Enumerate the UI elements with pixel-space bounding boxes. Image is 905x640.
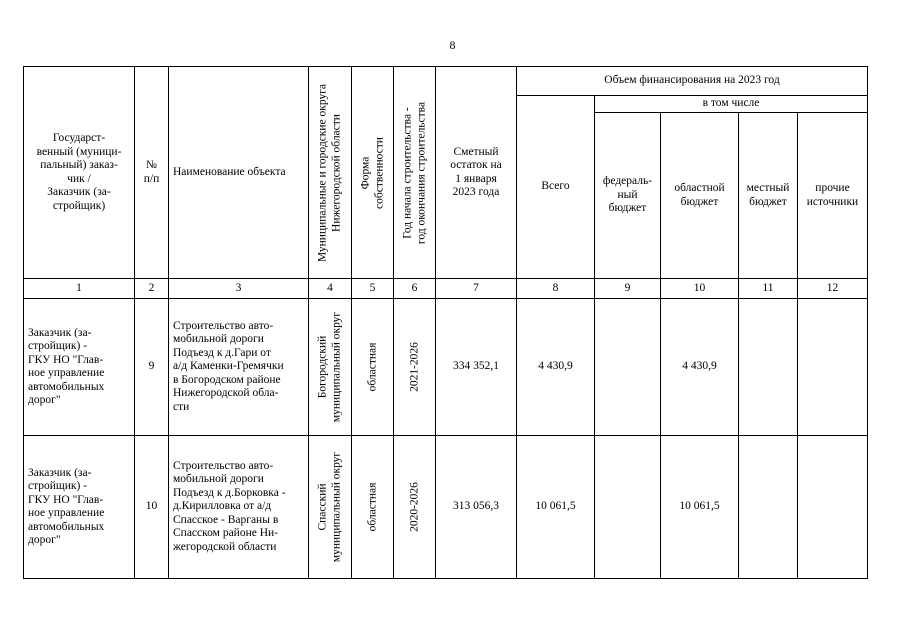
cell-total: 10 061,5 — [517, 436, 595, 579]
column-number: 9 — [595, 279, 661, 299]
cell-district: Богородский муниципальный округ — [309, 299, 352, 436]
header-years: Год начала строительства - год окончания строительства — [394, 67, 436, 279]
cell-customer: Заказчик (за- стройщик) - ГКУ НО "Глав- ное управление автомобильных дорог" — [24, 436, 135, 579]
header-total: Всего — [517, 96, 595, 279]
cell-ownership: областная — [352, 436, 394, 579]
cell-number: 9 — [135, 299, 169, 436]
header-local: местный бюджет — [739, 113, 798, 279]
cell-customer: Заказчик (за- стройщик) - ГКУ НО "Глав- ное управление автомобильных дорог" — [24, 299, 135, 436]
cell-number: 10 — [135, 436, 169, 579]
column-number: 5 — [352, 279, 394, 299]
column-number: 2 — [135, 279, 169, 299]
column-number: 4 — [309, 279, 352, 299]
header-regional: областной бюджет — [661, 113, 739, 279]
column-number: 8 — [517, 279, 595, 299]
header-customer: Государст- венный (муници- пальный) заказ- чик / Заказчик (за- стройщик) — [24, 67, 135, 279]
header-financing: Объем финансирования на 2023 год — [517, 67, 868, 96]
header-including: в том числе — [595, 96, 868, 113]
header-number: № п/п — [135, 67, 169, 279]
header-district: Муниципальные и городские округа Нижегородской области — [309, 67, 352, 279]
cell-remainder: 334 352,1 — [436, 299, 517, 436]
column-number: 11 — [739, 279, 798, 299]
header-federal: федераль- ный бюджет — [595, 113, 661, 279]
header-ownership: Форма собственности — [352, 67, 394, 279]
column-number: 10 — [661, 279, 739, 299]
financing-table — [23, 66, 868, 579]
column-number: 6 — [394, 279, 436, 299]
cell-years: 2021-2026 — [394, 299, 436, 436]
cell-other — [798, 299, 868, 436]
cell-local — [739, 299, 798, 436]
cell-ownership: областная — [352, 299, 394, 436]
header-remainder: Сметный остаток на 1 января 2023 года — [436, 67, 517, 279]
page-number: 8 — [449, 38, 456, 52]
header-object-name: Наименование объекта — [169, 67, 309, 279]
cell-object: Строительство авто- мобильной дороги Подъезд к д.Гари от а/д Каменки-Гремячки в Богородском районе Нижегородской обла- сти — [169, 299, 309, 436]
column-number: 7 — [436, 279, 517, 299]
cell-regional: 10 061,5 — [661, 436, 739, 579]
cell-district: Спасский муниципальный округ — [309, 436, 352, 579]
cell-local — [739, 436, 798, 579]
cell-federal — [595, 436, 661, 579]
cell-object: Строительство авто- мобильной дороги Подъезд к д.Борковка - д.Кирилловка от а/д Спасское - Варганы в Спасском районе Ни- жегородской области — [169, 436, 309, 579]
cell-regional: 4 430,9 — [661, 299, 739, 436]
table-row — [24, 299, 868, 436]
table-row — [24, 436, 868, 579]
cell-years: 2020-2026 — [394, 436, 436, 579]
column-number: 3 — [169, 279, 309, 299]
column-number: 1 — [24, 279, 135, 299]
cell-total: 4 430,9 — [517, 299, 595, 436]
column-number: 12 — [798, 279, 868, 299]
cell-other — [798, 436, 868, 579]
header-other: прочие источники — [798, 113, 868, 279]
cell-remainder: 313 056,3 — [436, 436, 517, 579]
cell-federal — [595, 299, 661, 436]
